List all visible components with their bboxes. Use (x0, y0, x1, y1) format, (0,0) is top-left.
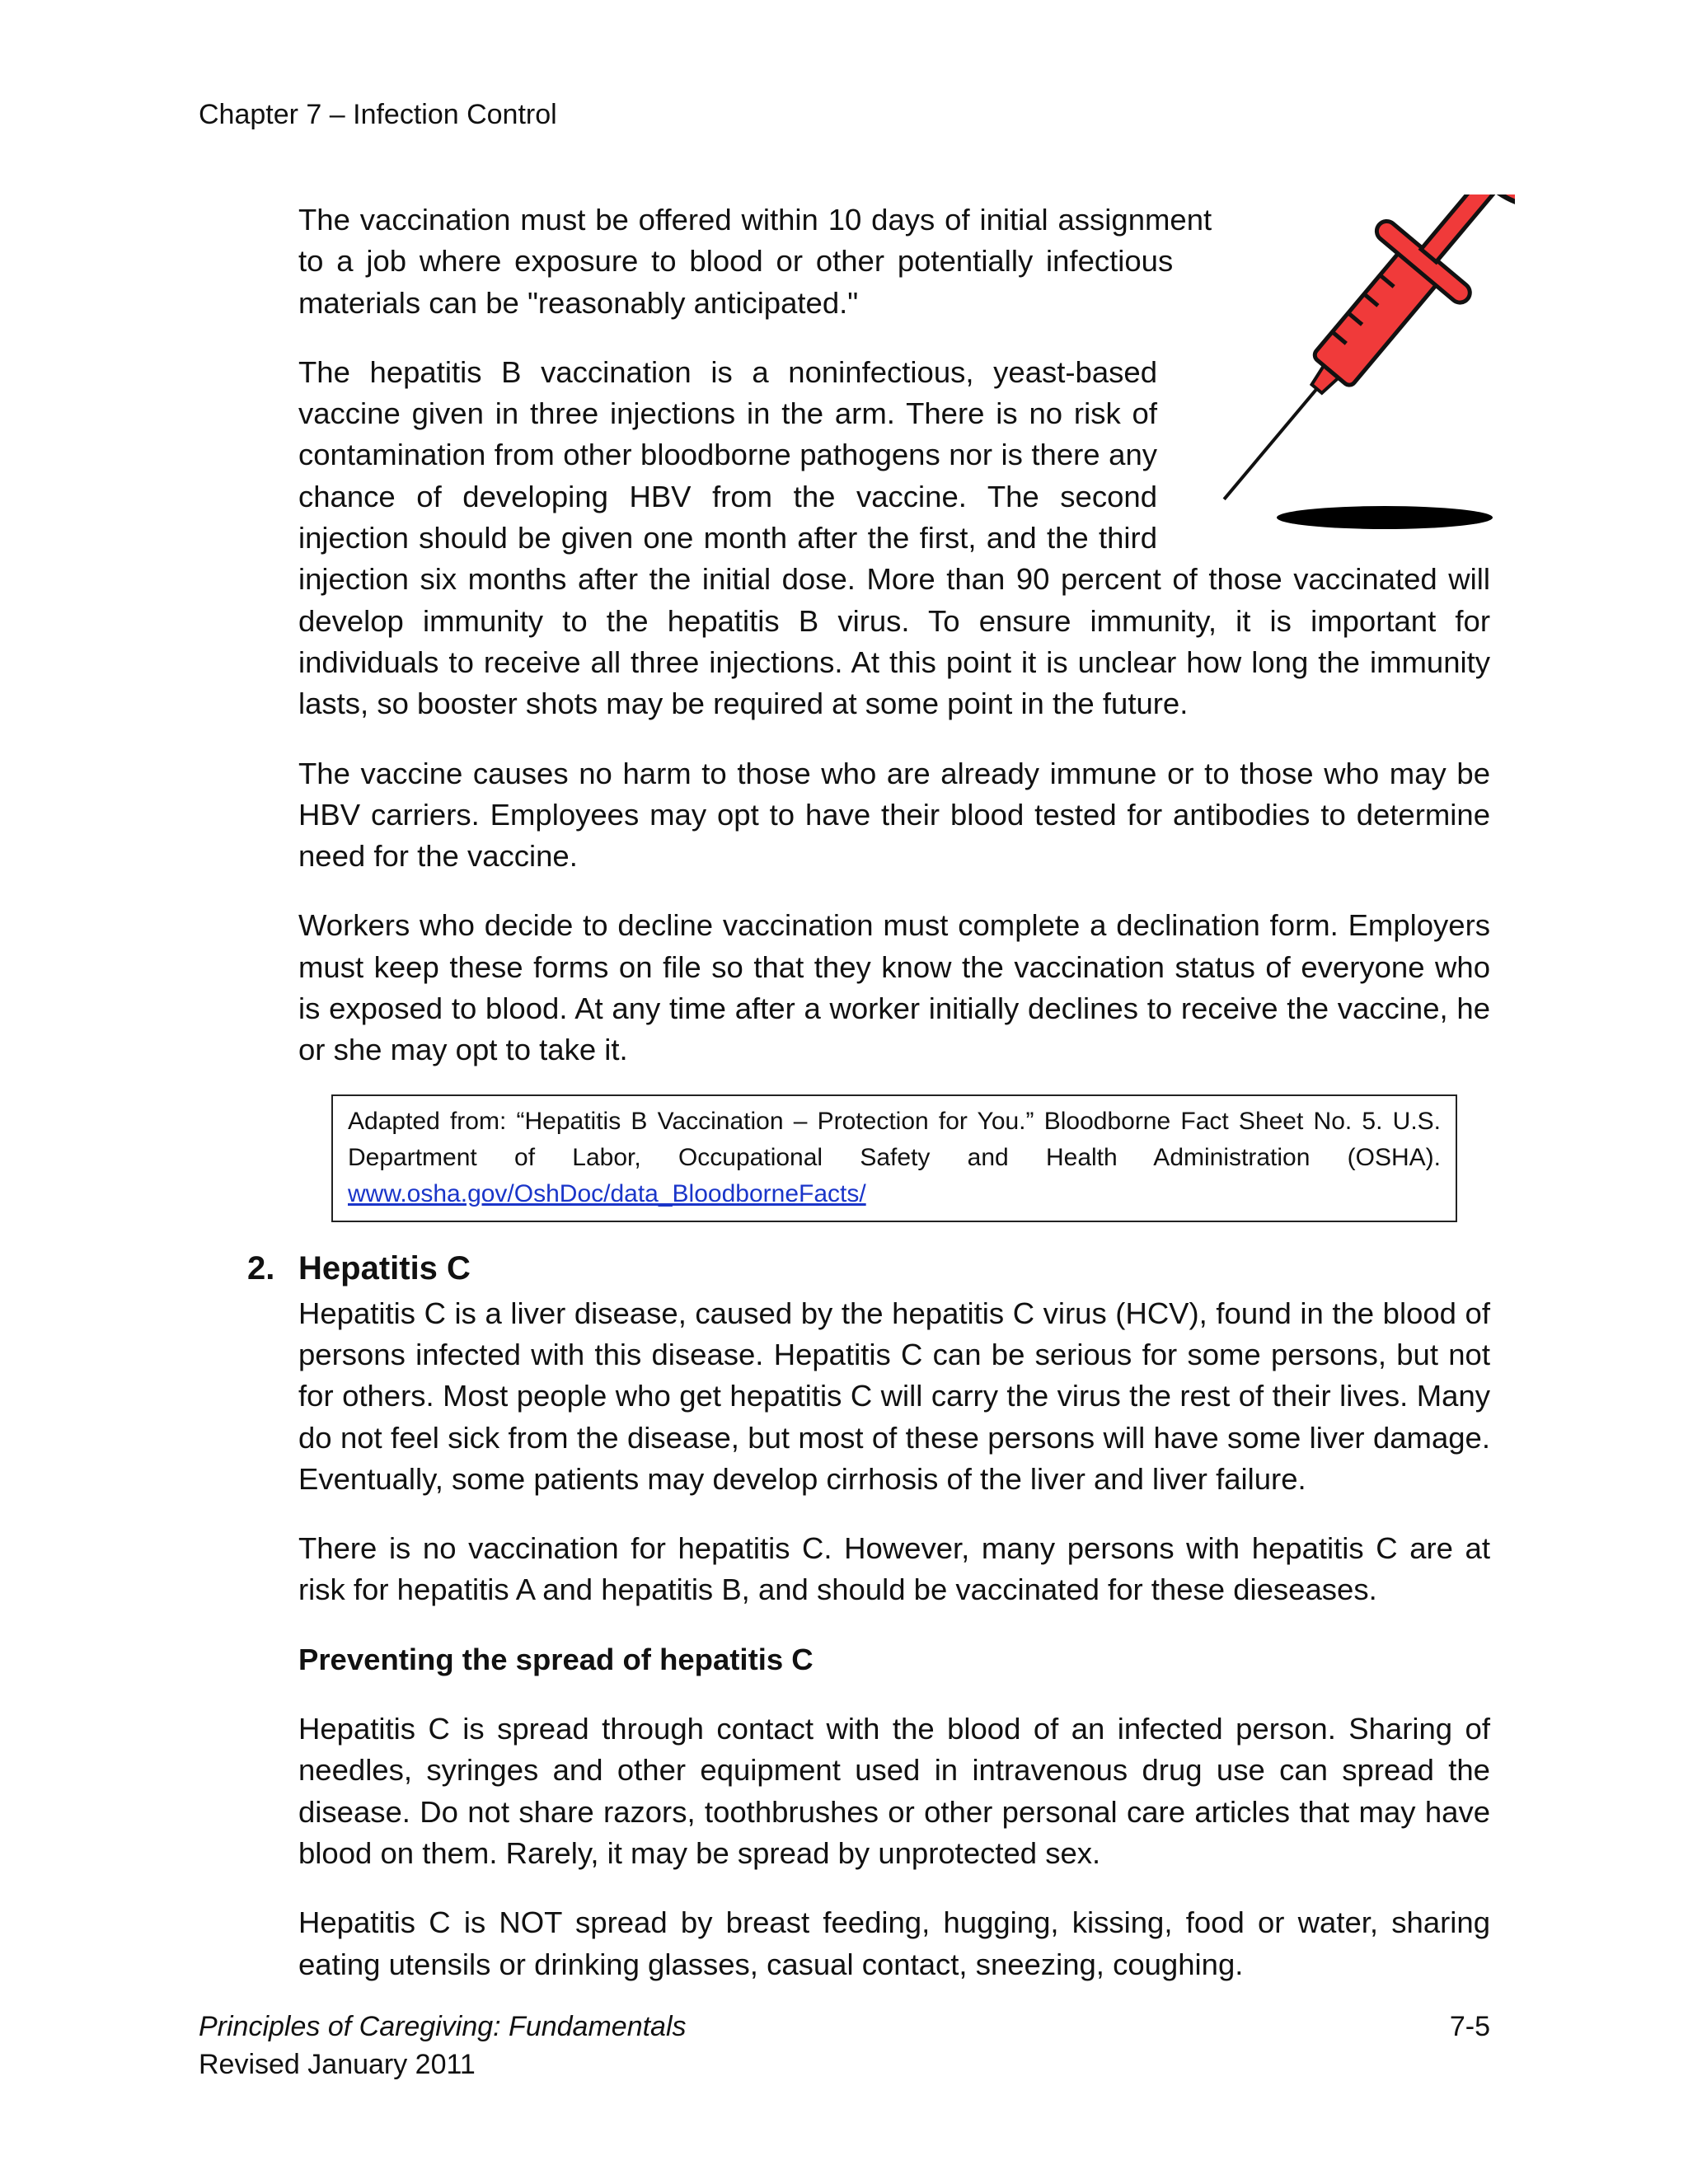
footer-left (199, 2008, 687, 2083)
source-citation-box (331, 1094, 1457, 1222)
paragraph-hepc-not-spread: Hepatitis C is NOT spread by breast feeding, hugging, kissing, food or water, sharing eating utensils or drinking glasses, casual contact, sneezing, coughing. (298, 1905, 1490, 1981)
paragraph-vaccination-timing: The vaccination must be offered within 10 days of initial assignment to a job where exposure to blood or other potentially infectious materials can be "reasonably anticipated." (298, 203, 1212, 320)
page-content (247, 199, 1490, 2013)
paragraph-hepc-spread: Hepatitis C is spread through contact with the blood of an infected person. Sharing of needles, syringes and other equipment used in intravenous drug use can spread the disease. Do not share razors, toothbrushes or other personal care articles that may have blood on them. Rarely, it may be spread by unprotected sex. (298, 1712, 1490, 1870)
paragraph-hepb-vaccine: The hepatitis B vaccination is a noninfectious, yeast-based vaccine given in three injections in the arm. There is no risk of contamination from other bloodborne pathogens nor is there any chance of developing HBV from the vaccine. The second injection should be given one month after the first, and the third injection six months after the initial dose. More than 90 percent of those vaccinated will develop immunity to the hepatitis B virus. To ensure immunity, it is important for individuals to receive all three injections. At this point it is unclear how long the immunity lasts, so booster shots may be required at some point in the future. (298, 354, 1490, 721)
syringe-shadow (1277, 506, 1493, 529)
syringe-plunger (1421, 194, 1502, 262)
chapter-header: Chapter 7 – Infection Control (199, 99, 557, 130)
page-number: 7-5 (1449, 2011, 1490, 2042)
section-number: 2. (247, 1249, 275, 1286)
footer-book-title: Principles of Caregiving: Fundamentals (199, 2011, 687, 2042)
paragraph-vaccine-safety: The vaccine causes no harm to those who are already immune or to those who may be HBV carriers. Employees may opt to have their blood tested for antibodies to determine need for the vaccine. (298, 756, 1490, 874)
syringe-needle (1224, 386, 1320, 499)
section-heading-hepatitis-c (247, 1247, 1490, 1290)
paragraph-hepc-overview: Hepatitis C is a liver disease, caused by the hepatitis C virus (HCV), found in the blood of persons infected with this disease. Hepatitis C can be serious for some persons, but not for others. Most people who get hepatitis C will carry the virus the rest of their lives. Many do not feel sick from the disease, but most of these persons will have some liver damage. Eventually, some patients may develop cirrhosis of the liver and liver failure. (298, 1296, 1490, 1496)
subheading-preventing-spread: Preventing the spread of hepatitis C (298, 1642, 814, 1676)
paragraph-hepc-vaccination: There is no vaccination for hepatitis C. However, many persons with hepatitis C are at risk for hepatitis A and hepatitis B, and should be vaccinated for these dieseases. (298, 1531, 1490, 1607)
section-title: Hepatitis C (298, 1249, 471, 1286)
footer-revised: Revised January 2011 (199, 2049, 476, 2080)
source-citation-text: Adapted from: “Hepatitis B Vaccination – Protection for You.” Bloodborne Fact Sheet No. 5. U.S. Department of Labor, Occupational Safety and Health Administration (OSHA). (348, 1107, 1441, 1171)
paragraph-declination: Workers who decide to decline vaccination must complete a declination form. Employers must keep these forms on file so that they know the vaccination status of everyone who is exposed to blood. At any time after a worker initially declines to receive the vaccine, he or she may opt to take it. (298, 908, 1490, 1067)
osha-link[interactable]: www.osha.gov/OshDoc/data_BloodborneFacts/ (348, 1179, 866, 1207)
syringe-icon (1169, 194, 1515, 532)
